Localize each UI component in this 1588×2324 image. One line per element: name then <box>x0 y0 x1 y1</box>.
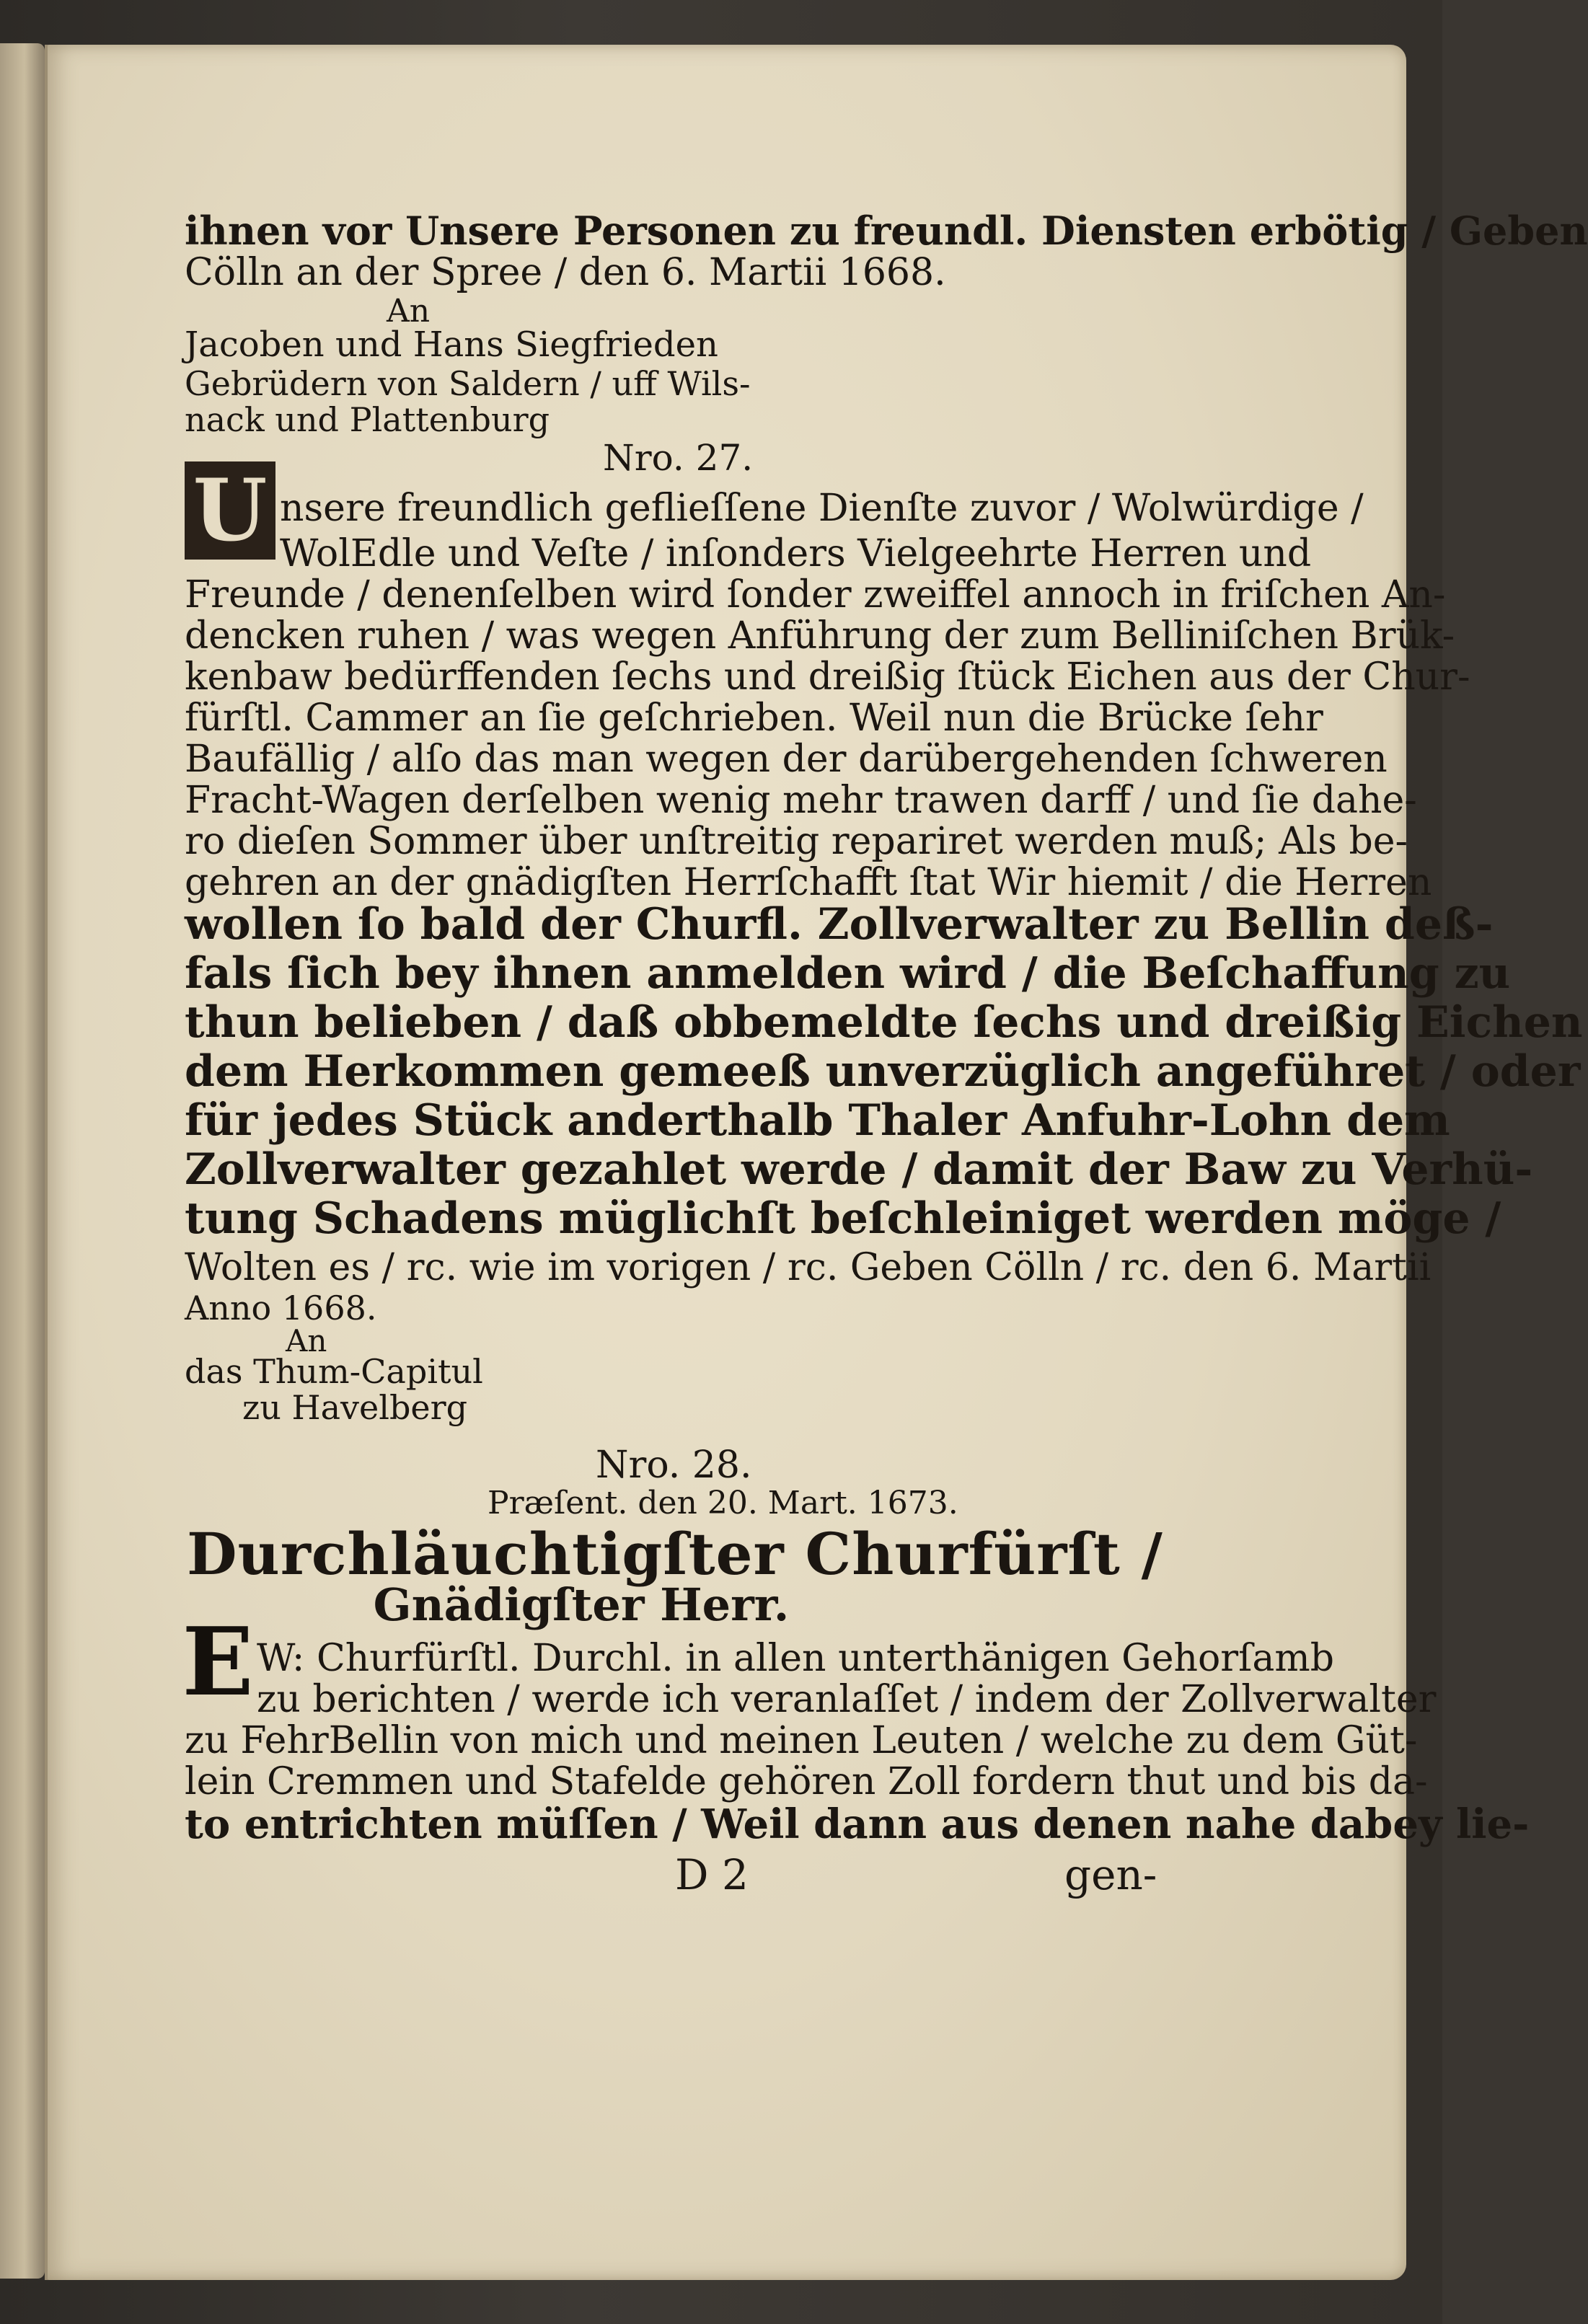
catchword: gen- <box>1064 1850 1157 1899</box>
text-line: W: Churfürſtl. Durchl. in allen unterthänigen Gehorſamb <box>257 1637 1334 1680</box>
text-line: tung Schadens müglichſt beſchleiniget werden möge / <box>185 1193 1501 1244</box>
text-line: zu berichten / werde ich veranlaſſet / indem der Zollverwalter <box>257 1678 1437 1721</box>
address-line: An <box>387 293 431 330</box>
text-line: thun belieben / daß obbemeldte ſechs und dreißig Eichen <box>185 997 1583 1048</box>
decorated-initial: U <box>185 461 275 560</box>
text-line: nsere freundlich geflieſſene Dienſte zuvor / Wolwürdige / <box>280 487 1364 530</box>
text-line: gehren an der gnädigſten Herrſchafft ſtat Wir hiemit / die Herren <box>185 861 1432 904</box>
text-line: ihnen vor Unsere Personen zu freundl. Diensten erbötig / Geben <box>185 208 1588 254</box>
signature-mark: D 2 <box>675 1850 749 1899</box>
text-line: Baufällig / alſo das man wegen der darübergehenden ſchweren <box>185 738 1388 781</box>
text-line: Wolten es / rc. wie im vorigen / rc. Geben Cölln / rc. den 6. Martii <box>185 1246 1432 1289</box>
text-line: fürſtl. Cammer an ſie geſchrieben. Weil nun die Brücke ſehr <box>185 697 1323 740</box>
text-line: Zollverwalter gezahlet werde / damit der Baw zu Verhü- <box>185 1144 1533 1195</box>
text-line: ro dieſen Sommer über unſtreitig repariret werden muß; Als be- <box>185 820 1408 863</box>
address-line: zu Havelberg <box>242 1388 468 1427</box>
text-line: kenbaw bedürffenden ſechs und dreißig ſtück Eichen aus der Chur- <box>185 655 1470 699</box>
text-line: dencken ruhen / was wegen Anführung der zum Belliniſchen Brük- <box>185 614 1455 658</box>
text-line: lein Cremmen und Stafelde gehören Zoll fordern thut und bis da- <box>185 1760 1428 1803</box>
facing-page-edge <box>0 43 45 2279</box>
text-line: fals ſich bey ihnen anmelden wird / die Beſchaffung zu <box>185 948 1511 999</box>
text-line: Fracht-Wagen derſelben wenig mehr trawen darff / und ſie dahe- <box>185 779 1417 822</box>
section-number: Nro. 27. <box>603 437 754 479</box>
text-line: Freunde / denenſelben wird ſonder zweiffel annoch in friſchen An- <box>185 573 1446 617</box>
text-line: zu FehrBellin von mich und meinen Leuten / welche zu dem Güt- <box>185 1719 1418 1762</box>
address-line: nack und Plattenburg <box>185 400 550 439</box>
salutation-heading: Durchläuchtigſter Churfürſt / <box>187 1520 1163 1588</box>
address-line: Gebrüdern von Saldern / uff Wils- <box>185 364 751 403</box>
text-line: WolEdle und Veſte / inſonders Vielgeehrte Herren und <box>280 532 1312 575</box>
salutation-subheading: Gnädigſter Herr. <box>373 1578 790 1631</box>
section-number: Nro. 28. <box>596 1444 752 1487</box>
presentation-date: Præſent. den 20. Mart. 1673. <box>488 1485 958 1521</box>
text-line: für jedes Stück anderthalb Thaler Anfuhr-Lohn dem <box>185 1095 1450 1146</box>
text-line: dem Herkommen gemeeß unverzüglich angeführet / oder <box>185 1046 1581 1097</box>
page-gutter <box>45 45 48 2280</box>
decorated-initial: E <box>182 1607 254 1717</box>
address-line: An <box>286 1323 327 1358</box>
address-line: Jacoben und Hans Siegfrieden <box>185 324 718 365</box>
address-line: das Thum-Capitul <box>185 1352 483 1391</box>
text-line: wollen ſo bald der Churfl. Zollverwalter zu Bellin deß- <box>185 899 1494 950</box>
text-line: Cölln an der Spree / den 6. Martii 1668. <box>185 251 946 294</box>
text-line: to entrichten müſſen / Weil dann aus denen nahe dabey lie- <box>185 1801 1530 1848</box>
text-line: Anno 1668. <box>185 1289 377 1327</box>
